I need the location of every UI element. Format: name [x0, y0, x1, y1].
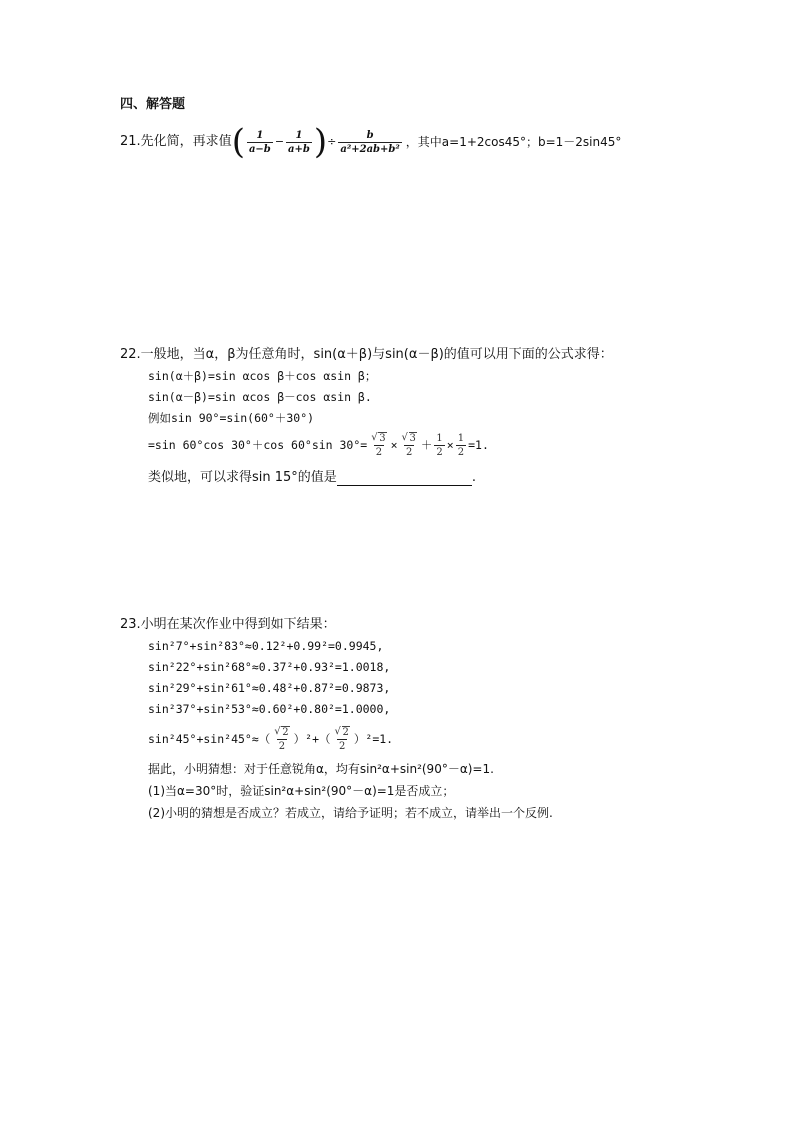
q22-frac-half-b: $\frac{1}{2}$ — [457, 433, 465, 458]
q21-divide: ÷ — [327, 135, 337, 148]
q22-formula-2: sin(α－β)=sin αcos β－cos αsin β. — [148, 390, 372, 404]
q22-frac-root3-over-2-a: √ $\frac{3}{2}$ — [369, 433, 388, 458]
q21-fraction-1: $\frac{1}{a-b}$ — [248, 129, 271, 155]
q21-suffix: ，其中a=1+2cos45°；b=1－2sin45° — [405, 134, 622, 149]
q22-intro: 22.一般地，当α，β为任意角时，sin(α＋β)与sin(α－β)的值可以用下面的公式求得： — [120, 347, 613, 362]
q21-prefix: 21.先化简，再求值 — [120, 134, 232, 149]
q22-calculation — [148, 433, 489, 458]
q23-part-1: (1)当α=30°时，验证sin²α+sin²(90°－α)=1是否成立； — [148, 784, 455, 798]
q22-question: 类似地，可以求得sin 15°的值是 . — [148, 470, 476, 485]
q23-line-1: sin²7°+sin²83°≈0.12²+0.99²=0.9945, — [148, 639, 384, 653]
q23-line-3: sin²29°+sin²61°≈0.48²+0.87²=0.9873, — [148, 681, 391, 695]
q23-line-4: sin²37°+sin²53°≈0.60²+0.80²=1.0000, — [148, 702, 391, 716]
q21-left-paren: ( — [231, 122, 245, 162]
section-title: 四、解答题 — [120, 97, 186, 112]
q21-right-paren: ) — [313, 122, 328, 162]
q23-part-2: (2)小明的猜想是否成立？若成立，请给予证明；若不成立，请举出一个反例. — [148, 806, 553, 820]
q22-formula-1: sin(α＋β)=sin αcos β＋cos αsin β； — [148, 369, 377, 383]
q22-plus: ＋ — [420, 438, 433, 452]
q21-fraction-2: $\frac{1}{a+b}$ — [288, 129, 310, 155]
q23-intro: 23.小明在某次作业中得到如下结果： — [120, 617, 336, 632]
q22-times-1: × — [390, 438, 398, 452]
q23-frac-root2-over-2-a: √ $\frac{2}{2}$ — [272, 727, 291, 752]
q22-example: 例如sin 90°=sin(60°＋30°) — [148, 411, 315, 425]
question-21 — [120, 122, 622, 162]
q22-calc-suffix: =1. — [468, 438, 489, 452]
q22-calc-prefix: =sin 60°cos 30°＋cos 60°sin 30°= — [148, 438, 368, 452]
q21-fraction-3: $\frac{b}{\text{a²+2ab+b²}}$ — [340, 129, 400, 155]
q22-times-2: × — [446, 438, 454, 452]
q23-line-5: sin²45°+sin²45°≈（ √ $\frac{2}{2}$ ）²+（ √ $\frac{2}{2}$ ）²=1. — [148, 727, 393, 752]
q21-minus: − — [274, 135, 285, 148]
q23-conjecture: 据此，小明猜想：对于任意锐角α，均有sin²α+sin²(90°－α)=1. — [148, 762, 494, 776]
q22-frac-root3-over-2-b: √ $\frac{3}{2}$ — [400, 433, 419, 458]
answer-blank[interactable] — [337, 472, 472, 486]
q22-frac-half-a: $\frac{1}{2}$ — [436, 433, 443, 458]
q23-frac-root2-over-2-b: √ $\frac{2}{2}$ — [333, 727, 352, 752]
q23-line-2: sin²22°+sin²68°≈0.37²+0.93²=1.0018, — [148, 660, 391, 674]
